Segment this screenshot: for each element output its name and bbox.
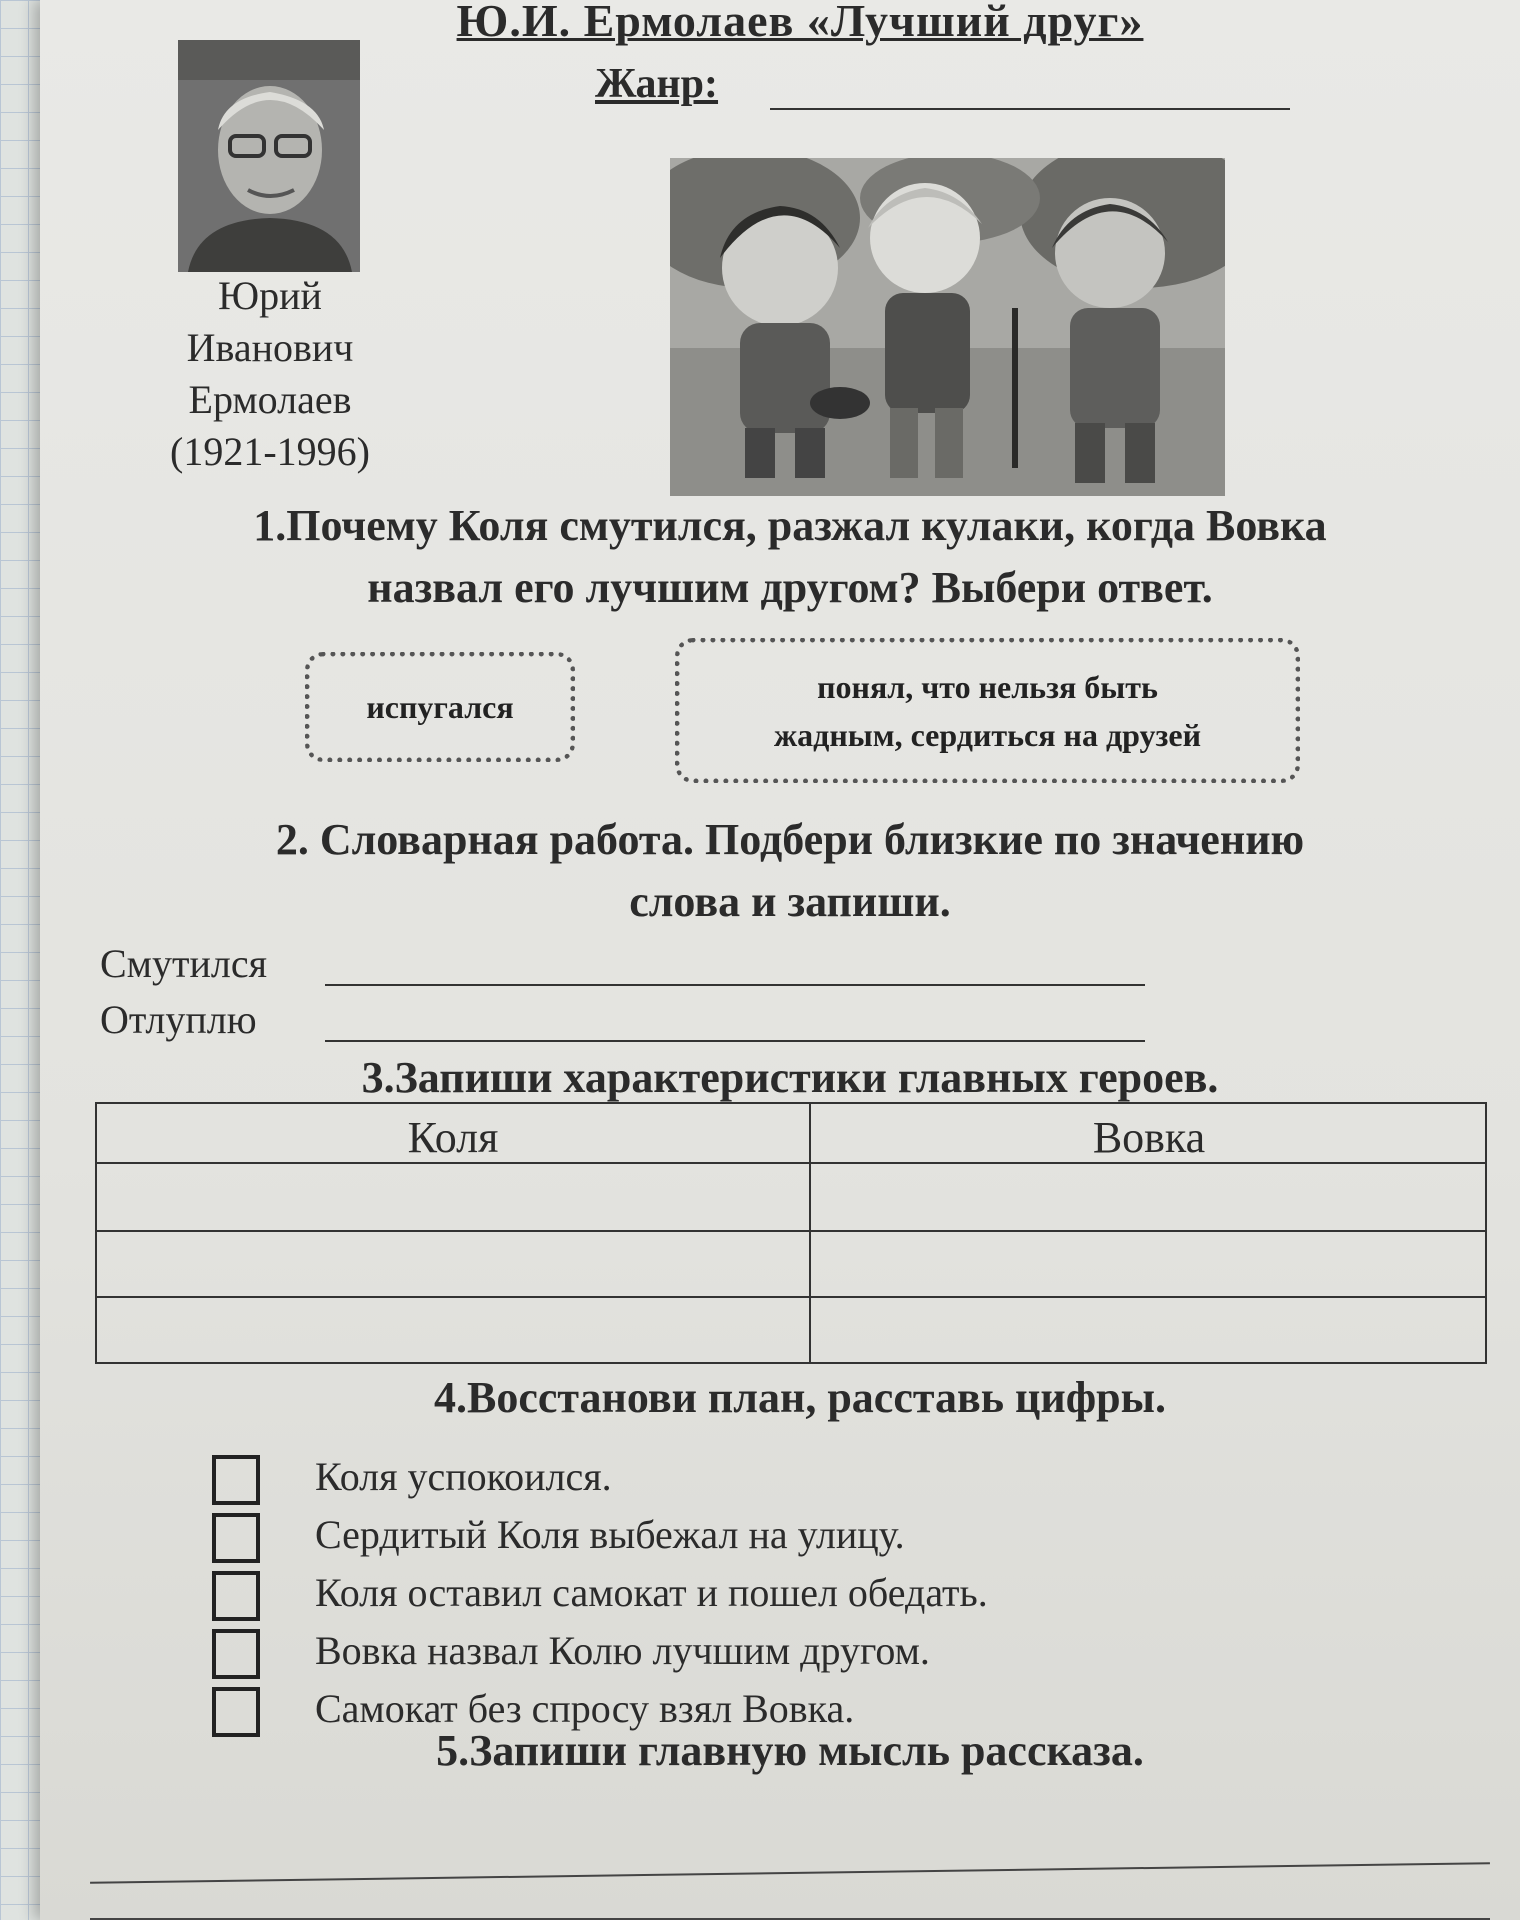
table-header-vovka: Вовка xyxy=(1092,1113,1206,1162)
answer-option-understood[interactable] xyxy=(675,638,1300,783)
question1-text-line2: назвал его лучшим другом? Выбери ответ. xyxy=(367,563,1213,612)
answer-option-scared[interactable] xyxy=(305,652,575,762)
answer-option-scared-label: испугался xyxy=(366,689,514,725)
question1-text-line1: 1.Почему Коля смутился, разжал кулаки, когда Вовка xyxy=(253,501,1327,550)
answer-option-understood-line1: понял, что нельзя быть xyxy=(817,668,1158,705)
plan-number-box[interactable] xyxy=(212,1629,260,1679)
author-last-name: Ермолаев xyxy=(188,377,352,422)
genre-label: Жанр: xyxy=(595,61,719,107)
author-patronymic: Иванович xyxy=(186,325,354,370)
main-idea-answer-line[interactable] xyxy=(90,1862,1490,1884)
author-caption xyxy=(140,270,400,478)
plan-number-box[interactable] xyxy=(212,1513,260,1563)
story-illustration xyxy=(670,158,1225,496)
table-row-divider xyxy=(97,1230,1485,1232)
table-row-divider xyxy=(97,1296,1485,1298)
plan-item: Коля успокоился. xyxy=(315,1454,612,1499)
answer-option-understood-line2: жадным, сердиться на друзей xyxy=(773,716,1202,753)
question2-text-line2: слова и запиши. xyxy=(629,877,951,926)
plan-number-box[interactable] xyxy=(212,1571,260,1621)
author-portrait xyxy=(178,40,360,272)
plan-number-box[interactable] xyxy=(212,1455,260,1505)
worksheet xyxy=(40,0,1520,1920)
plan-number-boxes xyxy=(212,1455,264,1745)
plan-item: Коля оставил самокат и пошел обедать. xyxy=(315,1570,988,1615)
author-years: (1921-1996) xyxy=(170,429,370,474)
vocab-answer-line-2[interactable] xyxy=(325,1040,1145,1042)
question5-title: 5.Запиши главную мысль рассказа. xyxy=(436,1726,1144,1775)
author-first-name: Юрий xyxy=(218,273,322,318)
vocab-word-1: Смутился xyxy=(100,941,267,986)
question4-title: 4.Восстанови план, расставь цифры. xyxy=(434,1373,1166,1422)
plan-item: Вовка назвал Колю лучшим другом. xyxy=(315,1628,930,1673)
vocab-answer-line-1[interactable] xyxy=(325,984,1145,986)
vocab-word-2: Отлуплю xyxy=(100,997,257,1042)
question3-title: 3.Запиши характеристики главных героев. xyxy=(361,1053,1219,1102)
characters-table xyxy=(95,1102,1487,1364)
genre-answer-line[interactable] xyxy=(770,108,1290,110)
question2-text-line1: 2. Словарная работа. Подбери близкие по значению xyxy=(275,815,1305,864)
table-header-kolya: Коля xyxy=(407,1113,499,1162)
plan-list xyxy=(315,1448,988,1738)
worksheet-title: Ю.И. Ермолаев «Лучший друг» xyxy=(456,0,1144,46)
plan-item: Сердитый Коля выбежал на улицу. xyxy=(315,1512,905,1557)
plan-item: Самокат без спросу взял Вовка. xyxy=(315,1686,855,1731)
